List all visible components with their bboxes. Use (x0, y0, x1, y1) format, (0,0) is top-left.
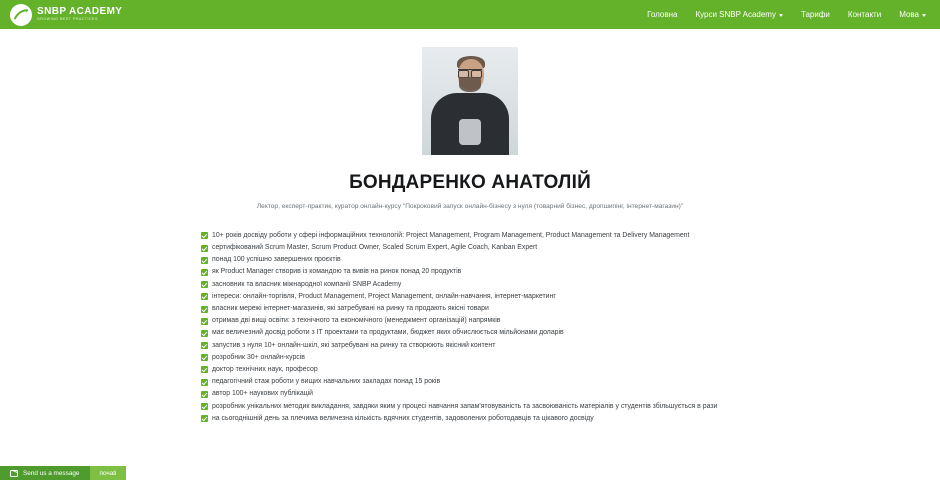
chat-widget (0, 466, 126, 480)
check-icon (201, 342, 208, 349)
nav-item-language-label: Мова (899, 10, 919, 19)
list-item-text: як Product Manager створив із командою та вивів на ринок понад 20 продуктів (212, 268, 462, 276)
list-item (201, 388, 755, 399)
list-item (201, 327, 755, 338)
glasses-icon (458, 69, 482, 75)
check-icon (201, 354, 208, 361)
list-item (201, 303, 755, 314)
main-navigation (647, 10, 926, 19)
site-header (0, 0, 940, 29)
chat-start-label: почati (99, 469, 117, 477)
list-item (201, 254, 755, 265)
list-item-text: автор 100+ наукових публікацій (212, 390, 314, 398)
list-item-text: доктор технічних наук, професор (212, 365, 318, 373)
check-icon (201, 415, 208, 422)
check-icon (201, 269, 208, 276)
check-icon (201, 306, 208, 313)
nav-item-language[interactable] (899, 10, 926, 19)
page-title: БОНДАРЕНКО АНАТОЛІЙ (349, 172, 591, 193)
check-icon (201, 379, 208, 386)
list-item-text: розробник 30+ онлайн-курсів (212, 353, 305, 361)
chat-start-button[interactable] (90, 466, 127, 480)
list-item (201, 401, 755, 412)
check-icon (201, 232, 208, 239)
list-item-text: на сьогоднішній день за плечима величезна кількість вдячних студентів, задоволених роботодавців та цікавого досвіду (212, 414, 594, 422)
instructor-photo-container (0, 47, 940, 155)
list-item (201, 266, 755, 277)
check-icon (201, 391, 208, 398)
nav-item-home[interactable] (647, 10, 677, 19)
list-item (201, 352, 755, 363)
photo-beard (459, 77, 481, 92)
list-item-text: отримав дві вищі освіти: з технічного та економічного (менеджмент організацій) напрямків (212, 317, 501, 325)
list-item-text: засновник та власник міжнародної компанії SNBP Academy (212, 280, 402, 288)
list-item-text: сертифікований Scrum Master, Scrum Product Owner, Scaled Scrum Expert, Agile Coach, Kanban Expert (212, 244, 538, 252)
nav-item-contacts[interactable] (848, 10, 881, 19)
nav-item-home-label: Головна (647, 10, 678, 19)
check-icon (201, 366, 208, 373)
nav-item-courses-label: Курси SNBP Academy (695, 10, 776, 19)
instructor-photo (422, 47, 518, 155)
list-item (201, 340, 755, 351)
check-icon (201, 403, 208, 410)
envelope-icon (10, 470, 18, 477)
check-icon (201, 245, 208, 252)
list-item-text: понад 100 успішно завершених проєктів (212, 256, 341, 264)
check-icon (201, 318, 208, 325)
chevron-down-icon (779, 14, 783, 17)
brand-logo-link[interactable] (10, 4, 122, 26)
facts-list (185, 230, 755, 424)
snbp-logo-icon (10, 4, 32, 26)
brand-title: SNBP ACADEMY (37, 5, 123, 17)
check-icon (201, 330, 208, 337)
list-item-text: педагогічний стаж роботи у вищих навчальних закладах понад 15 років (212, 378, 441, 386)
list-item-text: запустив з нуля 10+ онлайн-шкіл, які затребувані на ринку та створюють якісний контент (212, 341, 496, 349)
check-icon (201, 281, 208, 288)
list-item (201, 230, 755, 241)
nav-item-pricing-label: Тарифи (800, 10, 830, 19)
list-item (201, 364, 755, 375)
nav-item-courses[interactable] (695, 10, 782, 19)
send-us-a-message-button[interactable] (0, 466, 90, 480)
check-icon (201, 293, 208, 300)
list-item (201, 291, 755, 302)
list-item-text: 10+ років досвіду роботи у сфері інформаційних технологій: Project Management, Program Management, Product Management та Delivery Management (212, 231, 690, 239)
list-item (201, 376, 755, 387)
chevron-down-icon (922, 14, 926, 17)
list-item (201, 413, 755, 424)
nav-item-pricing[interactable] (801, 10, 830, 19)
page-subtitle: Лектор, експерт-практик, куратор онлайн-курсу "Покроковий запуск онлайн-бізнесу з нуля (товарний бізнес, дропшипінг, інтернет-магазин)" (256, 203, 684, 210)
list-item (201, 242, 755, 253)
nav-item-contacts-label: Контакти (847, 10, 882, 19)
list-item (201, 279, 755, 290)
list-item-text: інтереси: онлайн-торгівля, Product Management, Project Management, онлайн-навчання, інтернет-маркетинг (212, 292, 556, 300)
send-us-a-message-label: Send us a message (23, 469, 80, 477)
list-item (201, 315, 755, 326)
list-item-text: має величезний досвід роботи з IT проектами та продуктами, бюджет яких обчислюється мільйонами доларів (212, 329, 564, 337)
brand-subtitle: GROWING BEST PRACTICES (37, 17, 98, 22)
check-icon (201, 257, 208, 264)
list-item-text: розробник унікальних методик викладання, завдяки яким у процесі навчання запам'ятовуваність та засвоюваність матеріалів у студентів збільшується в рази (212, 402, 718, 410)
page-content (0, 29, 940, 480)
photo-shirt-print (459, 119, 481, 145)
list-item-text: власник мережі інтернет-магазинів, які затребувані на ринку та продають якісні товари (212, 305, 489, 312)
